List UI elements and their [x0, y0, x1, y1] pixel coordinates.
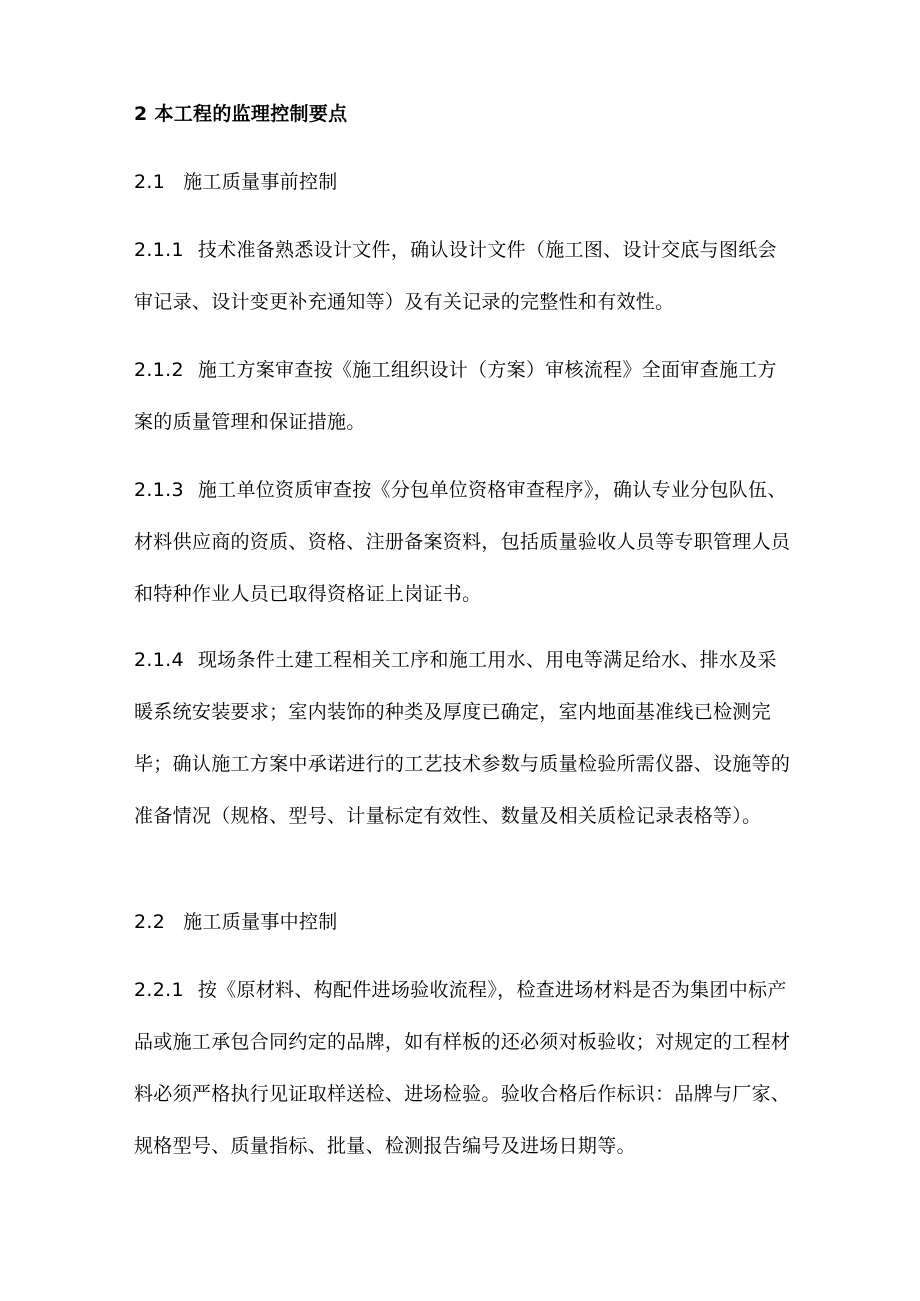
paragraph-text: 技术准备熟悉设计文件，确认设计文件（施工图、设计交底与图纸会审记录、设计变更补充通知等）及有关记录的完整性和有效性。 [134, 239, 777, 313]
subsection-title: 施工质量事前控制 [183, 171, 338, 193]
subsection-number: 2.1 [134, 171, 166, 193]
paragraph-text: 按《原材料、构配件进场验收流程》，检查进场材料是否为集团中标产品或施工承包合同约定的品牌，如有样板的还必须对板验收；对规定的工程材料必须严格执行见证取样送检、进场检验。验收合格后作标识：品牌与厂家、规格型号、质量指标、批量、检测报告编号及进场日期等。 [134, 979, 791, 1157]
paragraph-2-1-4 [134, 634, 794, 842]
paragraph-text: 施工方案审查按《施工组织设计（方案）审核流程》全面审查施工方案的质量管理和保证措施。 [134, 359, 777, 433]
subsection-heading-2-1 [134, 156, 794, 208]
subsection-number: 2.2 [134, 911, 166, 933]
paragraph-number: 2.1.3 [134, 479, 184, 501]
subsection-title: 施工质量事中控制 [183, 911, 338, 933]
paragraph-number: 2.1.4 [134, 649, 184, 671]
paragraph-text: 现场条件土建工程相关工序和施工用水、用电等满足给水、排水及采暖系统安装要求；室内装饰的种类及厚度已确定，室内地面基准线已检测完毕；确认施工方案中承诺进行的工艺技术参数与质量检验所需仪器、设施等的准备情况（规格、型号、计量标定有效性、数量及相关质检记录表格等）。 [134, 649, 791, 827]
paragraph-number: 2.1.1 [134, 239, 184, 261]
subsection-heading-2-2 [134, 896, 794, 948]
paragraph-2-2-1 [134, 964, 794, 1172]
section-title: 2 本工程的监理控制要点 [134, 103, 348, 125]
paragraph-text: 施工单位资质审查按《分包单位资格审查程序》，确认专业分包队伍、材料供应商的资质、资格、注册备案资料，包括质量验收人员等专职管理人员和特种作业人员已取得资格证上岗证书。 [134, 479, 791, 605]
paragraph-2-1-3 [134, 464, 794, 620]
paragraph-2-1-2 [134, 344, 794, 448]
paragraph-2-1-1 [134, 224, 794, 328]
paragraph-number: 2.2.1 [134, 979, 184, 1001]
paragraph-number: 2.1.2 [134, 359, 184, 381]
